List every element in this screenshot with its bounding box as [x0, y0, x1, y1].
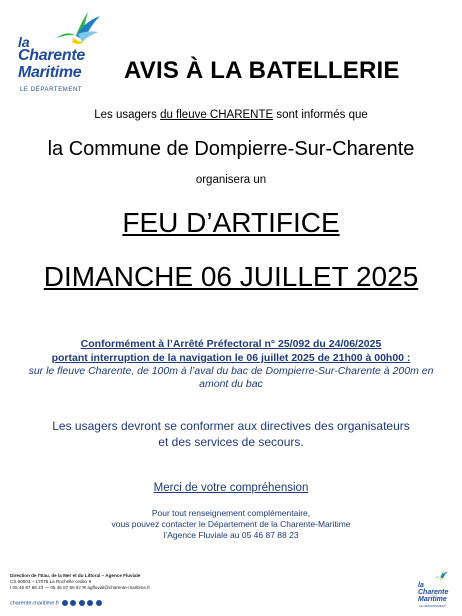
facebook-icon[interactable]: [62, 600, 68, 606]
footer-logo-charente: Charente: [418, 589, 449, 596]
intro-before: Les usagers: [94, 109, 161, 121]
organise-text: organisera un: [195, 174, 267, 186]
consignes-line-2: et des services de secours.: [158, 435, 304, 449]
contact-line-2: vous pouvez contacter le Département de la Charente-Maritime: [111, 519, 351, 529]
contact-line-1: Pour tout renseignement complémentaire,: [151, 508, 311, 518]
arrete-zone: sur le fleuve Charente, de 100m à l’aval du bac de Dompierre-Sur-Charente à 200m en amont du bac: [28, 365, 434, 390]
logo-text-charente: Charente: [18, 47, 85, 64]
department-logo: [14, 8, 104, 98]
footer-address: [10, 573, 150, 592]
contact-line-3: l’Agence Fluviale au 05 46 87 88 23: [163, 530, 299, 540]
logo-tagline: LE DÉPARTEMENT: [20, 87, 83, 93]
logo-text-maritime: Maritime: [18, 64, 82, 81]
twitter-icon[interactable]: [70, 600, 76, 606]
footer-website-row: [10, 600, 102, 606]
footer-logo-tagline: LE DÉPARTEMENT: [419, 604, 446, 608]
contact-block: [0, 508, 462, 541]
arrete-reference: Conformément à l’Arrêté Préfectoral n° 25/092 du 24/06/2025: [80, 338, 382, 350]
intro-river: du fleuve CHARENTE: [160, 109, 274, 121]
linkedin-icon[interactable]: [87, 600, 93, 606]
notice-title: AVIS À LA BATELLERIE: [124, 57, 400, 84]
footer-seagull-icon: [430, 569, 452, 581]
consignes-text: [0, 418, 462, 450]
intro-text: [0, 109, 462, 121]
footer-postal: CS 60003 – 17076 La Rochelle cedex 9: [10, 579, 92, 585]
footer-logo-maritime: Maritime: [418, 596, 447, 603]
event-name: FEU D’ARTIFICE: [122, 207, 340, 238]
instagram-icon[interactable]: [79, 600, 85, 606]
footer-website[interactable]: charente-maritime.fr: [10, 600, 60, 607]
footer-logo-la: la: [418, 582, 424, 589]
footer-department-logo: [418, 575, 458, 611]
youtube-icon[interactable]: [96, 600, 102, 606]
event-date: DIMANCHE 06 JUILLET 2025: [43, 261, 419, 292]
seagull-logo-icon: [54, 8, 102, 48]
thanks-text: Merci de votre compréhension: [153, 482, 309, 494]
consignes-line-1: Les usagers devront se conformer aux directives des organisateurs: [52, 419, 410, 433]
arrete-interruption: portant interruption de la navigation le 06 juillet 2025 de 21h00 à 00h00 :: [51, 352, 411, 364]
footer-direction: Direction de l’Eau, de la Mer et du Littoral – Agence Fluviale: [10, 573, 141, 578]
footer-phone: t 05 46 87 88 23 — 05 46 87 66 67 ✉ agfluvial@charente-maritime.fr: [10, 585, 151, 591]
commune-name: la Commune de Dompierre-Sur-Charente: [47, 138, 415, 160]
logo-text-la: la: [18, 34, 30, 50]
intro-after: sont informés que: [273, 109, 368, 121]
